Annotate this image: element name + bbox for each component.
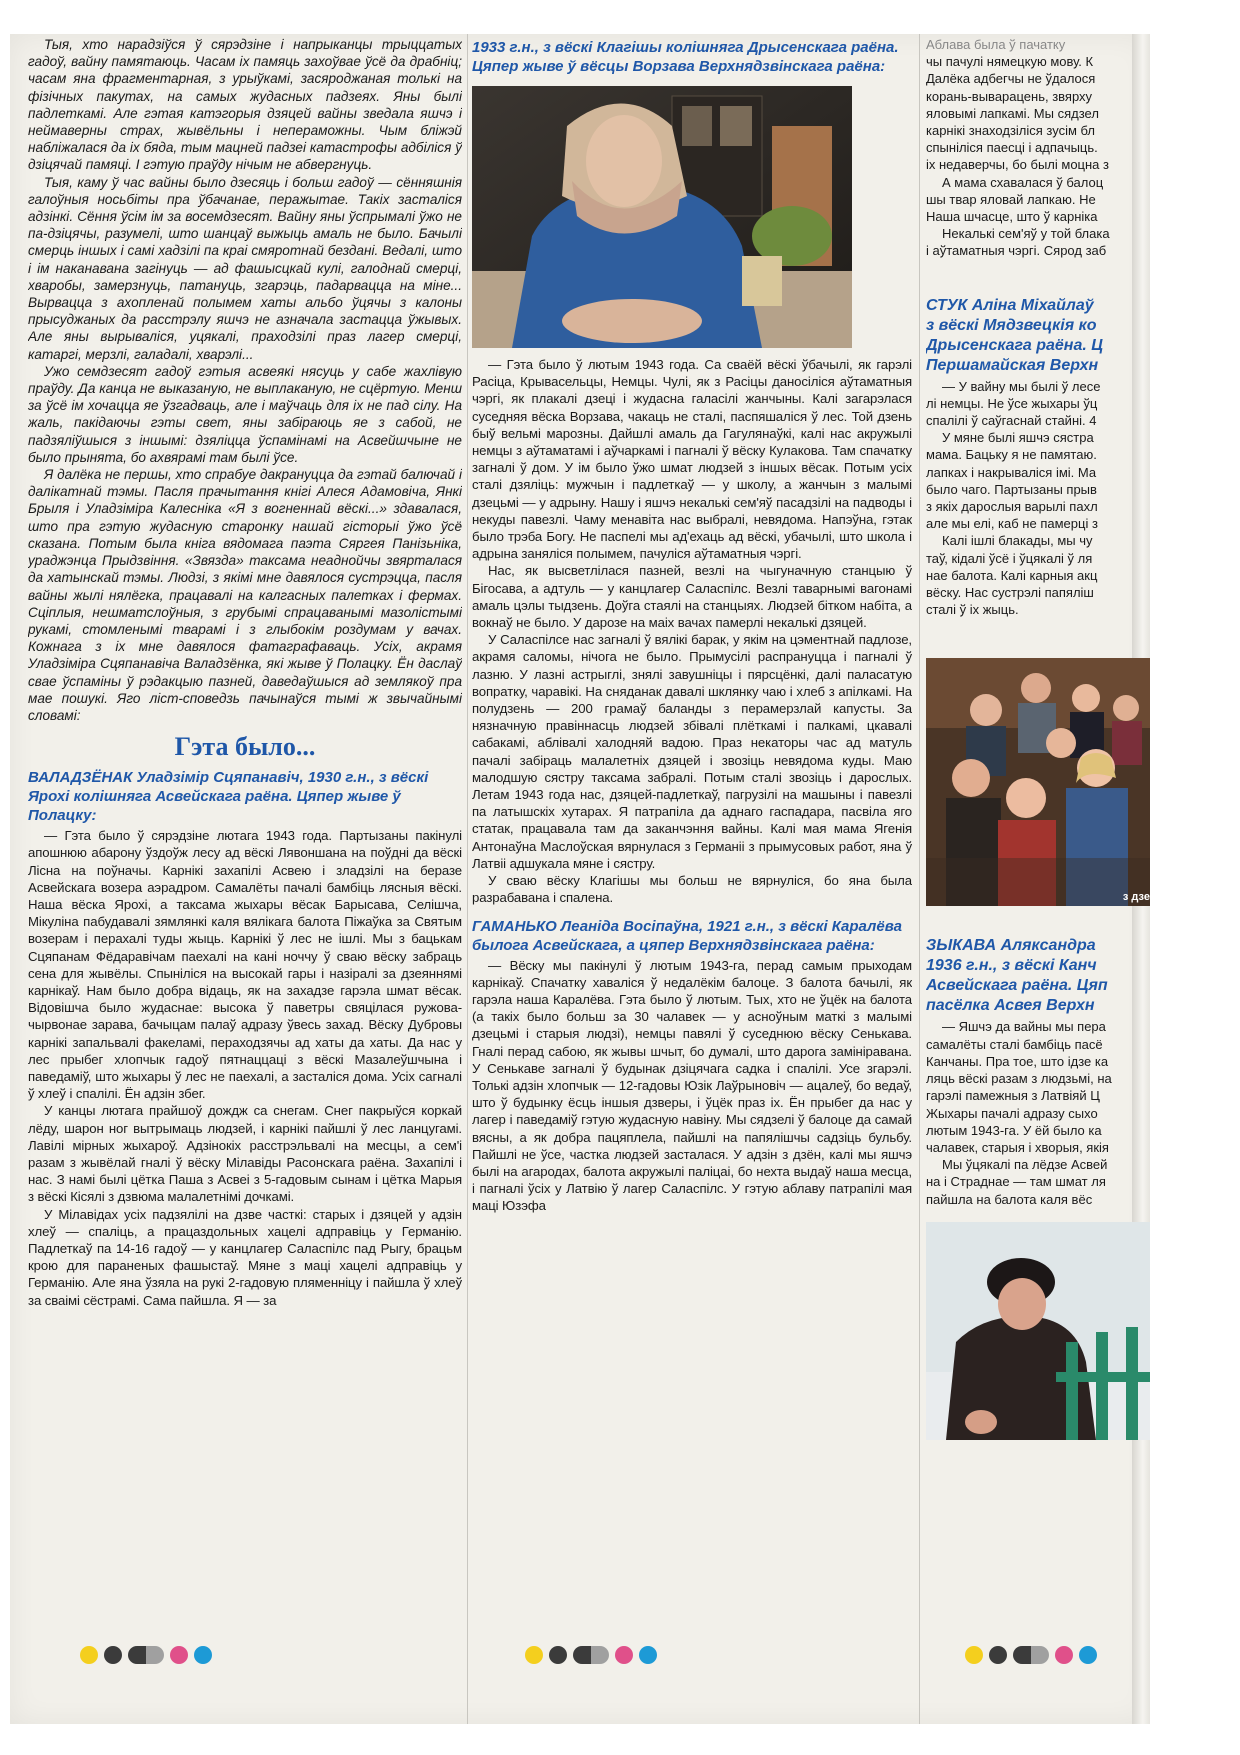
intro-paragraph: Тыя, хто нарадзіўся ў сярэдзіне і напрыканцы трыццатых гадоў, вайну памятаюць. Часам іх памяць захоўвае ўсё да драбніц; часам яна фрагментарная, з урыўкамі, засяроджаная толькі на фізічных пакутах, на самых жудасных падзеях. Яны былі падлеткамі. Але гэтая катэгорыя дзяцей вайны зведала яшчэ і неймаверны страх, жывёльны і непераможны. Чым бліжэй набліжалася да іх бяда, тым мацней падзеі катастрофы адбіліся ў дзіцячай памяці. І гэтую праўду нічым не абвергнуць.: [28, 37, 462, 173]
text-line: Далёка адбегчы не ўдалося: [926, 71, 1096, 87]
text-line: спыніліся паесці і адпачыць.: [926, 140, 1098, 156]
text-line: але мы елі, каб не памерці з: [926, 516, 1098, 532]
text-line: яловымі лапкамі. Мы сядзел: [926, 105, 1099, 121]
witness-info-line: з вёскі Мядзвецкія ко: [926, 316, 1097, 334]
column-3: [926, 36, 1150, 1440]
photo-illustration: [926, 658, 1150, 906]
story-fragment: [926, 36, 1150, 260]
text-line: — Яшчэ да вайны мы пера: [942, 1019, 1106, 1035]
photo-illustration: [926, 1222, 1150, 1440]
text-line: Канчаны. Пра тое, што ідзе ка: [926, 1053, 1109, 1069]
text-line: лютым 1943-га. У ёй было ка: [926, 1122, 1102, 1138]
witness-heading: [926, 296, 1150, 376]
witness-info-line: пасёлка Асвея Верхн: [926, 997, 1095, 1015]
photo-illustration: [472, 86, 852, 348]
section-title: Гэта было...: [174, 732, 316, 762]
story-paragraph: — Гэта было ў лютым 1943 года. Са сваёй вёскі ўбачылі, як гарэлі Расіца, Крывасельцы, Немцы. Чулі, як з Расіцы даносіліся аўтаматныя чэргі, як плакалі дзеці і жудасна галасілі жанчыны. Калі загарэлася суседняя вёска Ворзава, чакаць не сталі, паспяшаліся ў лес. Той дзень быў вельмі марозны. Дайшлі амаль да Гагулянаўкі, калі нас акружылі немцы з аўтаматамі і аўчаркамі і пагналі ў вёску Кулакова. Там спачатку загналі ў дом. У ім было ўжо шмат людзей з іншых вёсак. Потым усіх сталі дзяліць: мужчын і падлеткаў — у школу, а жанчын з малымі дзецьмі — у адрыну. Нашу і яшчэ некалькі сем'яў пасадзілі на падводы і некуды павезлі. Чаму менавіта нас выбралі, невядома. Напэўна, гэтак было трэба Богу. Не паспелі мы ад'ехаць ад вёскі, убачылі, што школа і адрына заняліся полымем, пачуліся аўтаматныя чэргі.: [472, 357, 912, 562]
story-paragraph: Нас, як высветлілася пазней, везлі на чыгуначную станцыю ў Бігосава, а адтуль — у канцлагер Саласпілс. Везлі таварнымі вагонамі амаль цэлы тыдзень. Доўга стаялі на станцыях. Людзей бітком набіта, а вокнаў не было. У дарозе на маіх вачах памерлі некалькі дзяцей.: [472, 563, 912, 631]
text-line: А мама схавалася ў балоц: [942, 174, 1104, 190]
text-line: лапках і накрываліся імі. Ма: [926, 464, 1097, 480]
story-paragraph: У Саласпілсе нас загналі ў вялікі барак, у якім на цэментнай падлозе, акрамя саломы, нічога не было. Прымусілі распрануцца і пагналі ў лазню. У лазні астрыглі, знялі завушніцы і пярсцёнкі, далі паласатую вопратку, чаравікі. На сняданак давалі шклянку чаю і хлеб з апілкамі. На полудзень — 200 грамаў баланды з перамерзлай капусты. За нязначную правіннасць людзей збівалі плёткамі і палкамі, цкавалі сабакамі, аблівалі халодняй вадою. Праз некаторы час ад матуль пачалі забіраць малалетніх дзяцей і звозіць невядома куды. Маю малодшую сястру таксама забралі. Потым сталі звозіць і дарослых. Летам 1943 года нас, дзяцей-падлеткаў, пагрузілі на машыны і павезлі па латышскіх хутарах. Я патрапіла да аднаго гаспадара, пасвіла яго статак, працавала там да заканчэння вайны. Калі мая мама Ягенія Антонаўна Маслоўская вярнулася з Германіі з прымусовых работ, яна ў Латвіі адшукала мяне і сястру.: [472, 632, 912, 871]
column-rule: [919, 34, 920, 1724]
black-dot-icon: [104, 1646, 122, 1664]
cyan-dot-icon: [194, 1646, 212, 1664]
black-dot-icon: [989, 1646, 1007, 1664]
witness-info-line: 1936 г.н., з вёскі Канч: [926, 957, 1097, 975]
witness-name: ЗЫКАВА Аляксандра: [926, 937, 1096, 955]
text-line: чалавек, старыя і хворыя, якія: [926, 1139, 1109, 1155]
column-2: [472, 36, 912, 1215]
witness-heading-continued: 1933 г.н., з вёскі Клагішы колішняга Дрысенскага раёна. Цяпер жыве ў вёсцы Ворзава Верхнядзвінскага раёна:: [472, 39, 899, 75]
photo-woman-at-fence: [926, 1222, 1150, 1440]
newspaper-page: [10, 34, 1150, 1724]
photo-caption: з дзе: [1122, 891, 1150, 904]
text-line: У мяне былі яшчэ сястра: [942, 430, 1094, 446]
text-line: гарэлі памежныя з Латвіяй Ц: [926, 1088, 1100, 1104]
text-line: вёску. Нас сустрэлі папяліш: [926, 585, 1094, 601]
yellow-dot-icon: [965, 1646, 983, 1664]
witness-info-line: Асвейскага раёна. Цяп: [926, 977, 1108, 995]
text-line: Калі ішлі блакады, мы чу: [942, 533, 1093, 549]
text-line: іх недаверчы, бо былі моцна з: [926, 157, 1109, 173]
witness-story: [472, 957, 912, 1215]
magenta-dot-icon: [615, 1646, 633, 1664]
text-line: Аблава была ў пачатку: [926, 37, 1066, 52]
text-line: ляць вёскі разам з людзьмі, на: [926, 1071, 1112, 1087]
gray-pill-icon: [128, 1646, 164, 1664]
text-line: было чаго. Партызаны прыв: [926, 481, 1097, 497]
witness-name: ВАЛАДЗЁНАК Уладзімір Сцяпанавіч,: [28, 769, 304, 787]
text-line: мама. Бацьку я не памятаю.: [926, 447, 1097, 463]
cyan-dot-icon: [639, 1646, 657, 1664]
witness-story: [28, 827, 462, 1309]
text-line: Мы ўцякалі па лёдзе Асвей: [942, 1157, 1108, 1173]
witness-name: ГАМАНЬКО Леаніда Восіпаўна, 1921 г.н.,: [472, 917, 775, 935]
story-paragraph: У сваю вёску Клагішы мы больш не вярнуліся, бо яна была разрабавана і спалена.: [472, 873, 912, 906]
intro-paragraph: Ужо семдзесят гадоў гэтыя асвеякі нясуць у сабе жахлівую праўду. Да канца не выказаную, не выплаканую, не сцёртую. Менш за ўсё ім хочацца яе ўзгадваць, але і маўчаць для іх не пад сілу. На жаль, пакідаючы гэты свет, яны забіраюць яе з сабой, не падзяліўшыся з іншымі: дзяліцца ўспамінамі на Асвейшчыне не было прынята, бо ахвярамі там былі ўсе.: [28, 363, 462, 465]
photo-elderly-woman: [472, 86, 852, 348]
intro-text: [28, 36, 462, 724]
black-dot-icon: [549, 1646, 567, 1664]
story-paragraph: — Гэта было ў сярэдзіне лютага 1943 года. Партызаны пакінулі апошнюю абарону ўздоўж лесу ад вёскі Лявоншана на поўдні да вёскі Лісна на поўначы. Карнікі захапілі Асвею і зладзілі на беразе Асвейскага возера аэрадром. Самалёты пачалі бамбіць лясныя вёскі. Наша вёска Ярохі, а таксама жыхары вёсак Барысава, Селішча, Мікуліна пабудавалі зямлянкі каля вялікага балота Піжаўка за Святым возерам і перахалі туды жыць. Карнікі ў лес не ішлі. Мы з бацькам Сцяпанам Фёдаравічам паехалі на кані ноччу ў сваю вёску забраць сена для жывёлы. Спыніліся на высокай гары і назіралі за дзеяннямі карнікаў. Нам было добра відаць, як на захадзе гарэла шмат вёсак. Відовішча было жудаснае: высока ў паветры свяцілася ружова-чырвонае зарава, бачыцам палаў адразу ўвесь захад. Вёску Дубровы карнікі запальвалі факеламі, пераходзячы ад хаты да хаты. Да нас у лес прыбег хлопчык гадоў пятнаццаці з вёскі Мазалеўшчына і паведаміў, што жыхары ў лес не паехалі, а засталіся дома. Усіх сагналі ў хлеў і спалілі. Ён адзін збег.: [28, 828, 462, 1102]
gray-pill-icon: [573, 1646, 609, 1664]
column-rule: [467, 34, 468, 1724]
cyan-dot-icon: [1079, 1646, 1097, 1664]
text-line: нае балота. Калі карныя акц: [926, 567, 1098, 583]
witness-heading: [926, 936, 1150, 1016]
magenta-dot-icon: [1055, 1646, 1073, 1664]
text-line: таў, кідалі ўсё і ўцякалі ў ля: [926, 550, 1093, 566]
photo-family-group: [926, 658, 1150, 906]
witness-info: з вёскі Каралёва былога Асвейскага, а цяпер Верхнядзвінскага раёна:: [472, 917, 902, 954]
yellow-dot-icon: [525, 1646, 543, 1664]
text-line: спалілі ў саўгаснай стайні. 4: [926, 413, 1097, 429]
witness-info: 1930 г.н., з вёскі Ярохі колішняга Асвейскага раёна. Цяпер жыве ў Полацку:: [28, 769, 429, 825]
gray-pill-icon: [1013, 1646, 1049, 1664]
text-line: корань-выварацень, звярху: [926, 88, 1093, 104]
text-line: Наша шчасце, што ў карніка: [926, 209, 1098, 225]
text-line: сталі ў іх жыць.: [926, 602, 1019, 618]
text-line: і аўтаматныя чэргі. Сярод заб: [926, 243, 1107, 259]
text-line: шы твар яловай лапкаю. Не: [926, 191, 1096, 207]
witness-info-line: Першамайская Верхн: [926, 356, 1099, 374]
print-registration-marks: [525, 1646, 657, 1664]
intro-paragraph: Тыя, каму ў час вайны было дзесяць і больш гадоў — сённяшнія галоўныя носьбіты пра ўбачанае, перажытае. Такіх засталіся адзінкі. Сёння ўсім ім за восемдзесят. Вайну яны ўспрымалі ўжо не па-дзіцячы, разумелі, што шанцаў выжыць амаль не было. Бачылі смерць іншых і самі хадзілі па краі смяротнай бездані. Ведалі, што і ім наканавана загінуць — ад фашысцкай кулі, галоднай смерці, хваробы, замерзнуць, патануць, згарэць, падарвацца на міне... Вырвацца з ахопленай полымем хаты альбо ўцячы з калоны прысуджаных да расстрэлу яшчэ не азначала застацца ўжывых. Але яны вырываліся, уцякалі, праходзілі праз лагер смерці, катаргі, мерзлі, галадалі, хварэлі...: [28, 174, 462, 362]
story-paragraph: У канцы лютага прайшоў дождж са снегам. Снег пакрыўся коркай лёду, шарон ног вытрымаць людзей, і карнікі пайшлі ў лес ланцугамі. Лавілі мірных жыхароў. Адзінокіх расстрэльвалі на месцы, а сем'і разам з жывёлай гналі ў вёску Мілавіды Расонскага раёна. Захапілі і нас. З намі былі цётка Паша з Асвеі з 5-гадовым сынам і цётка Марыя з вёскі Кісялі з дзвюма малалетнімі дочкамі.: [28, 1103, 462, 1205]
yellow-dot-icon: [80, 1646, 98, 1664]
print-registration-marks: [965, 1646, 1097, 1664]
magenta-dot-icon: [170, 1646, 188, 1664]
text-line: на і Страднае — там шмат ля: [926, 1174, 1106, 1190]
text-line: Жыхары пачалі адразу сыхо: [926, 1105, 1098, 1121]
text-line: з якіх дарослыя варылі пахл: [926, 499, 1098, 515]
witness-heading: [28, 768, 462, 825]
witness-story: [926, 378, 1150, 619]
witness-heading: [472, 917, 912, 955]
print-registration-marks: [80, 1646, 212, 1664]
witness-story: [472, 356, 912, 907]
text-line: чы пачулі нямецкую мову. К: [926, 54, 1094, 70]
text-line: Некалькі сем'яў у той блака: [942, 226, 1110, 242]
witness-name: СТУК Аліна Міхайлаў: [926, 296, 1094, 314]
intro-paragraph: Я далёка не першы, хто спрабуе дакрануцца да гэтай балючай і далікатнай тэмы. Пасля прачытання кнігі Алеся Адамовіча, Янкі Брыля і Уладзіміра Калесніка «Я з вогненнай вёскі...» здавалася, што пра гэтую жудасную старонку нашай гісторыі ўжо ўсё сказана. Потым была кніга вядомага паэта Сяргея Панізьніка, ураджэнца Прыдзвіння. «Звязда» таксама неаднойчы звярталася да хатынскай тэмы. Людзі, з якімі мне давялося сустрэцца, пасля вайны жылі нялёгка, працавалі на калгасных палетках і фермах. Сціплыя, нешматслоўныя, з грубымі спрацаванымі мазолістымі рукамі, стомленымі тварамі і з глыбокім роздумам у вачах. Кожнага з іх мне давялося фатаграфаваць. Усіх, акрамя Уладзіміра Сцяпанавіча Валадзёнка, які жыве ў Полацку. Ён даслаў свае ўспаміны ў рэдакцыю пазней, даведаўшыся ад землякоў пра мае пошукі. Яго ліст-споведзь пачынаўся тымі ж звычайнымі словамі:: [28, 467, 462, 723]
story-paragraph: У Мілавідах усіх падзялілі на дзве часткі: старых і дзяцей у адзін хлеў — спаліць, а працаздольных хацелі адправіць у Германію. Падлеткаў па 14-16 гадоў — у канцлагер Саласпілс пад Рыгу, брацьм крою для параненых фашыстаў. Мяне з маці хацелі адправіць у Германію. Але яна ўзяла на рукі 2-гадовую пляменніцу і пайшла ў хлеў за сваімі сёстрамі. Сама пайшла. Я — за: [28, 1206, 462, 1308]
text-line: — У вайну мы былі ў лесе: [942, 378, 1101, 394]
witness-info-line: Дрысенскага раёна. Ц: [926, 336, 1103, 354]
story-paragraph: — Вёску мы пакінулі ў лютым 1943-га, перад самым прыходам карнікаў. Спачатку хаваліся ў недалёкім балоце. З балота бачылі, як гарэла наша Каралёва. Гэта было ў лютым. Тых, хто не ўцёк на балота (а такіх было больш за 30 чалавек — у асноўным маткі з малымі дзецьмі і старыя людзі), немцы павялі ў суседнюю вёску Сенькава. Гналі перад сабою, як жывы шчыт, бо думалі, што дарога замініравана. У Сенькаве загналі ў будынак дзіцячага садка і спалілі. Усе згарэлі. Толькі адзін хлопчык — 12-гадовы Юзік Лаўрыновіч — ацалеў, бо ведаў, што ў будынку ёсць іншыя дзверы, і ўцёк праз іх. Ён прыбег да нас у лагер і паведаміў гэтую жудасную навіну. Мы сядзелі ў балоце да самай вясны, а як добра пацяплела, пайшлі на папялішчы садзіць бульбу. Пайшлі не ўсе, частка людзей засталася. У адзін з дзён, калі мы яшчэ былі на агародах, балота акружылі паліцаі, бо нехта выдаў наша месца, і пагналі ўсіх у Латвію ў лагер Саласпілс. У гэтую аблаву патрапілі мая маці Юзэфа: [472, 957, 912, 1214]
witness-story: [926, 1018, 1150, 1207]
text-line: карнікі знаходзіліся зусім бл: [926, 123, 1095, 139]
text-line: самалёты сталі бамбіць пасё: [926, 1036, 1103, 1052]
text-line: пайшла на балота каля вёс: [926, 1191, 1093, 1207]
text-line: лі немцы. Не ўсе жыхары ўц: [926, 395, 1098, 411]
column-1: [28, 36, 462, 1309]
